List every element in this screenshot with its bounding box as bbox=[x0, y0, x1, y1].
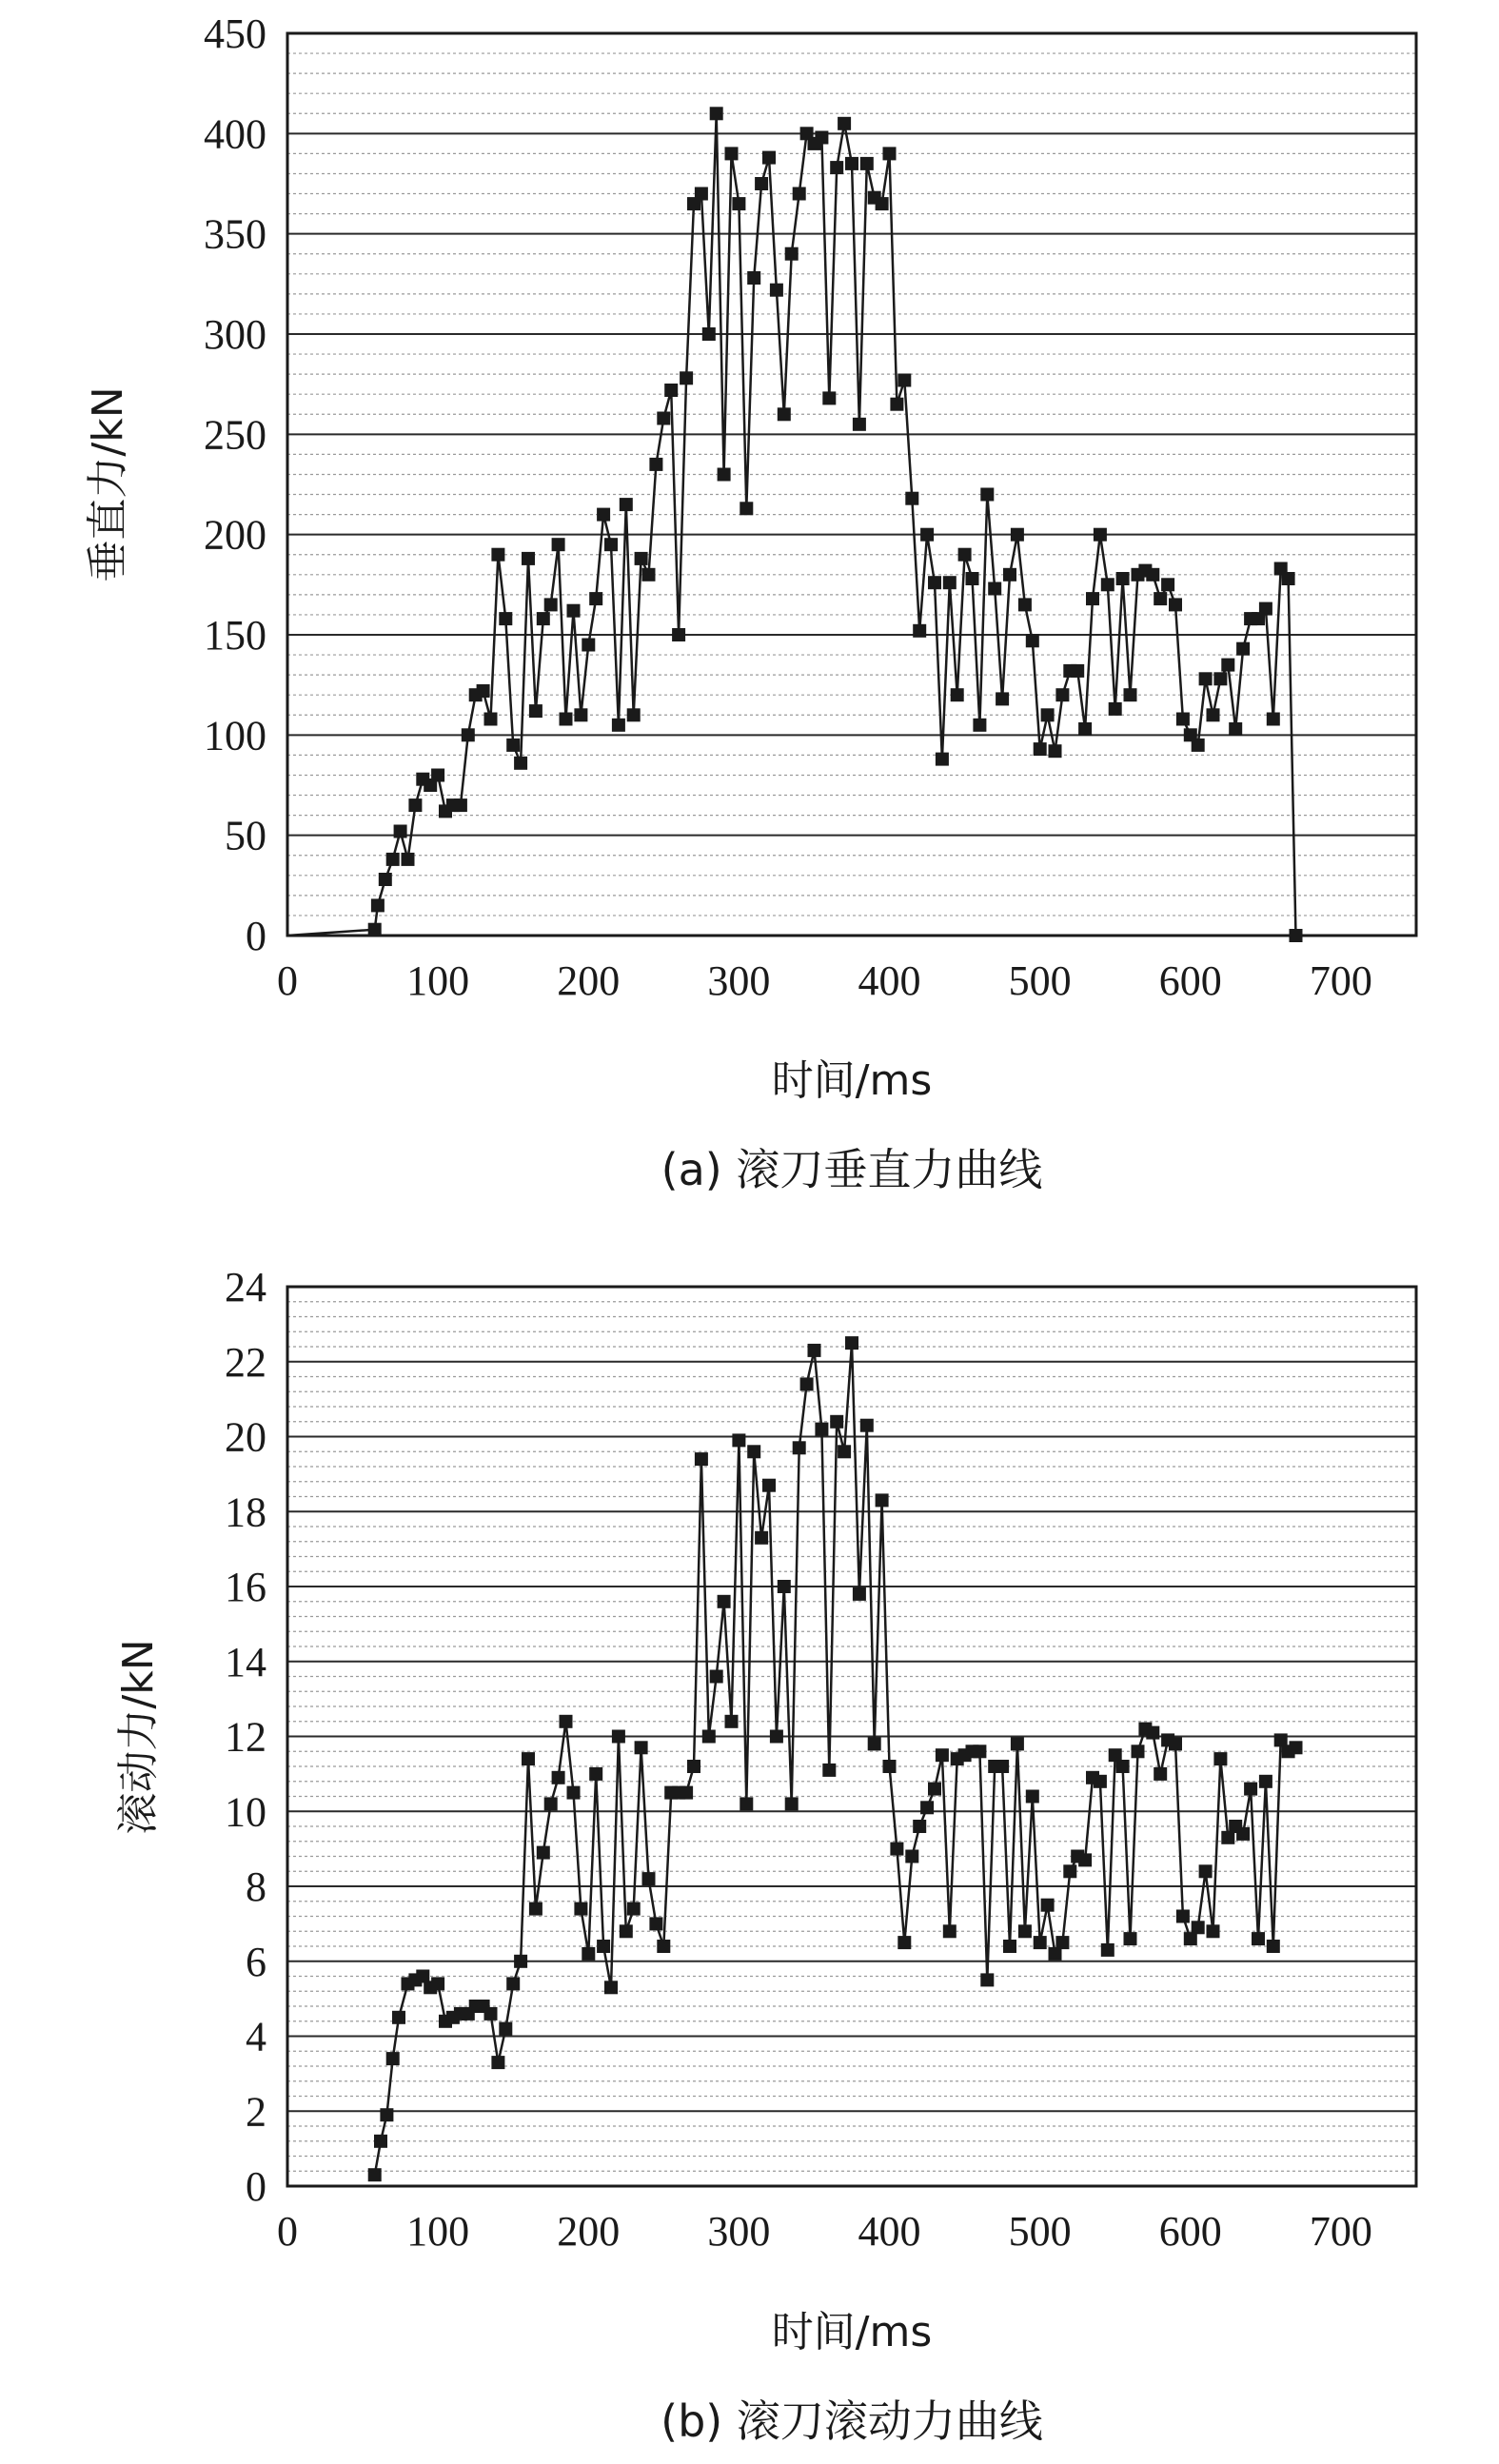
data-point bbox=[710, 1670, 723, 1684]
data-point bbox=[943, 576, 957, 589]
data-point bbox=[725, 1715, 739, 1728]
data-point bbox=[980, 1973, 994, 1986]
data-point bbox=[506, 1977, 520, 1990]
data-point bbox=[1236, 642, 1250, 656]
data-point bbox=[529, 704, 542, 718]
data-point bbox=[1078, 722, 1092, 736]
y-axis-label: 滚动力/kN bbox=[114, 1639, 163, 1835]
data-point bbox=[702, 1730, 716, 1744]
data-point bbox=[627, 708, 641, 721]
data-point bbox=[868, 1737, 881, 1750]
data-point bbox=[815, 1423, 828, 1436]
data-point bbox=[657, 412, 670, 425]
data-point bbox=[491, 548, 504, 562]
y-tick-label: 400 bbox=[204, 110, 266, 158]
data-point bbox=[371, 898, 385, 912]
data-point bbox=[672, 628, 685, 641]
data-point bbox=[747, 271, 760, 285]
y-tick-label: 10 bbox=[225, 1788, 266, 1836]
data-point bbox=[860, 157, 874, 170]
data-point bbox=[612, 1730, 625, 1744]
x-tick-label: 700 bbox=[1309, 957, 1372, 1004]
x-axis-label: 时间/ms bbox=[771, 1056, 933, 1105]
data-point bbox=[897, 374, 911, 387]
data-point bbox=[980, 488, 994, 502]
data-point bbox=[1213, 1752, 1227, 1765]
x-tick-label: 700 bbox=[1309, 2208, 1372, 2255]
data-point bbox=[830, 161, 843, 174]
data-point bbox=[1154, 1767, 1167, 1781]
data-point bbox=[702, 327, 716, 341]
x-tick-labels bbox=[277, 2208, 1372, 2255]
x-tick-label: 100 bbox=[406, 957, 470, 1004]
data-point bbox=[574, 708, 587, 721]
data-point bbox=[386, 2052, 400, 2065]
data-point bbox=[392, 2011, 405, 2024]
data-point bbox=[785, 247, 799, 261]
data-point bbox=[499, 612, 512, 625]
x-tick-label: 500 bbox=[1008, 2208, 1072, 2255]
data-point bbox=[883, 147, 897, 160]
data-point bbox=[732, 1433, 745, 1447]
data-point bbox=[1086, 592, 1099, 605]
data-point bbox=[725, 147, 739, 160]
data-point bbox=[1161, 578, 1174, 591]
data-point bbox=[1259, 1775, 1272, 1788]
data-point bbox=[905, 1850, 918, 1863]
y-tick-label: 250 bbox=[204, 411, 266, 459]
data-point bbox=[589, 592, 602, 605]
data-point bbox=[1011, 528, 1024, 542]
data-point bbox=[778, 407, 791, 421]
data-point bbox=[1207, 708, 1220, 721]
series-rolling-force bbox=[368, 1336, 1303, 2181]
data-point bbox=[529, 1902, 542, 1916]
data-point bbox=[582, 639, 595, 652]
data-point bbox=[394, 825, 407, 838]
data-point bbox=[574, 1902, 587, 1916]
data-point bbox=[612, 719, 625, 732]
data-point bbox=[642, 568, 656, 582]
data-point bbox=[762, 1479, 776, 1492]
x-tick-label: 600 bbox=[1158, 2208, 1222, 2255]
y-tick-label: 22 bbox=[225, 1338, 266, 1386]
data-point bbox=[379, 873, 392, 886]
data-point bbox=[368, 923, 382, 936]
data-point bbox=[845, 157, 858, 170]
data-point bbox=[1026, 634, 1039, 647]
x-axis-label: 时间/ms bbox=[771, 2308, 933, 2356]
y-tick-label: 4 bbox=[246, 2013, 266, 2060]
data-point bbox=[1018, 598, 1032, 611]
data-point bbox=[635, 552, 648, 565]
data-point bbox=[402, 853, 415, 866]
data-point bbox=[649, 458, 662, 471]
data-point bbox=[1078, 1853, 1092, 1866]
data-point bbox=[762, 151, 776, 165]
data-point bbox=[1176, 713, 1190, 726]
data-point bbox=[695, 1452, 708, 1466]
data-point bbox=[560, 713, 573, 726]
y-tick-label: 200 bbox=[204, 511, 266, 559]
data-point bbox=[958, 548, 972, 562]
data-point bbox=[755, 1531, 768, 1545]
data-point bbox=[905, 492, 918, 505]
chart-vertical-force bbox=[84, 10, 1416, 1195]
data-point bbox=[567, 604, 581, 618]
y-tick-label: 450 bbox=[204, 10, 266, 57]
data-point bbox=[838, 117, 851, 130]
data-point bbox=[1192, 739, 1205, 752]
y-tick-label: 24 bbox=[225, 1264, 266, 1311]
data-point bbox=[1282, 572, 1295, 585]
data-point bbox=[582, 1947, 595, 1961]
data-point bbox=[484, 713, 498, 726]
data-point bbox=[808, 1344, 821, 1357]
data-point bbox=[913, 1820, 926, 1833]
data-point bbox=[552, 538, 565, 551]
data-point bbox=[988, 582, 1001, 596]
data-point bbox=[913, 624, 926, 638]
data-point bbox=[544, 598, 558, 611]
data-point bbox=[793, 187, 806, 201]
data-point bbox=[604, 538, 618, 551]
data-point bbox=[544, 1797, 558, 1810]
x-tick-label: 300 bbox=[707, 2208, 771, 2255]
data-point bbox=[853, 418, 866, 431]
data-point bbox=[680, 371, 693, 384]
data-point bbox=[649, 1917, 662, 1930]
data-point bbox=[838, 1445, 851, 1458]
data-point bbox=[1199, 1864, 1213, 1878]
data-point bbox=[1116, 1760, 1130, 1773]
data-point bbox=[657, 1940, 670, 1953]
data-point bbox=[408, 798, 422, 812]
data-point bbox=[695, 187, 708, 201]
data-point bbox=[928, 1783, 941, 1796]
data-point bbox=[597, 1940, 610, 1953]
data-point bbox=[1146, 1726, 1159, 1740]
data-point bbox=[1244, 1783, 1257, 1796]
data-point bbox=[936, 1748, 949, 1762]
y-tick-label: 0 bbox=[246, 913, 266, 959]
series-line bbox=[375, 1343, 1296, 2175]
data-point bbox=[567, 1786, 581, 1800]
y-tick-label: 18 bbox=[225, 1488, 266, 1536]
data-point bbox=[1290, 1741, 1303, 1754]
data-point bbox=[740, 1797, 753, 1810]
data-point bbox=[876, 1493, 889, 1507]
data-point bbox=[755, 177, 768, 190]
data-point bbox=[1011, 1737, 1024, 1750]
x-tick-label: 0 bbox=[277, 2208, 298, 2255]
x-tick-label: 200 bbox=[557, 957, 621, 1004]
data-point bbox=[853, 1587, 866, 1601]
data-point bbox=[635, 1741, 648, 1754]
data-point bbox=[620, 1924, 633, 1938]
data-point bbox=[1055, 688, 1069, 701]
data-point bbox=[718, 468, 731, 482]
y-tick-label: 20 bbox=[225, 1413, 266, 1461]
data-point bbox=[928, 576, 941, 589]
y-tick-label: 16 bbox=[225, 1564, 266, 1610]
data-point bbox=[1003, 1940, 1016, 1953]
data-point bbox=[604, 1981, 618, 1994]
data-point bbox=[815, 131, 828, 145]
y-tick-label: 150 bbox=[204, 612, 266, 659]
data-point bbox=[876, 197, 889, 210]
data-point bbox=[1267, 713, 1280, 726]
data-point bbox=[1124, 1932, 1137, 1945]
grid bbox=[287, 1287, 1416, 2186]
data-point bbox=[1116, 572, 1130, 585]
data-point bbox=[1154, 592, 1167, 605]
data-point bbox=[368, 2168, 382, 2181]
data-point bbox=[770, 1730, 783, 1744]
data-point bbox=[537, 612, 550, 625]
y-tick-labels bbox=[225, 1264, 266, 2210]
data-point bbox=[552, 1771, 565, 1784]
data-point bbox=[845, 1336, 858, 1350]
data-point bbox=[920, 1801, 934, 1814]
data-point bbox=[1018, 1924, 1032, 1938]
y-tick-label: 6 bbox=[246, 1938, 266, 1985]
x-tick-label: 400 bbox=[858, 957, 921, 1004]
data-point bbox=[537, 1846, 550, 1860]
data-point bbox=[462, 728, 475, 741]
y-tick-labels bbox=[204, 10, 266, 959]
data-point bbox=[1229, 722, 1242, 736]
data-point bbox=[1169, 1737, 1182, 1750]
y-axis-label: 垂直力/kN bbox=[84, 386, 132, 582]
data-point bbox=[1207, 1924, 1220, 1938]
x-tick-label: 400 bbox=[858, 2208, 921, 2255]
data-point bbox=[1267, 1940, 1280, 1953]
data-point bbox=[627, 1902, 641, 1916]
x-tick-label: 500 bbox=[1008, 957, 1072, 1004]
data-point bbox=[718, 1595, 731, 1608]
data-point bbox=[860, 1419, 874, 1432]
data-point bbox=[1026, 1790, 1039, 1804]
data-point bbox=[1252, 1932, 1265, 1945]
data-point bbox=[664, 384, 678, 397]
data-point bbox=[1101, 578, 1114, 591]
data-point bbox=[710, 107, 723, 120]
series-vertical-force bbox=[287, 107, 1303, 942]
data-point bbox=[936, 753, 949, 766]
data-point bbox=[687, 1760, 700, 1773]
data-point bbox=[454, 798, 467, 812]
data-point bbox=[920, 528, 934, 542]
y-tick-label: 12 bbox=[225, 1713, 266, 1761]
data-point bbox=[966, 572, 979, 585]
data-point bbox=[589, 1767, 602, 1781]
x-tick-labels bbox=[277, 957, 1372, 1004]
data-point bbox=[1071, 664, 1084, 678]
data-point bbox=[822, 1764, 836, 1777]
x-tick-label: 600 bbox=[1158, 957, 1222, 1004]
data-point bbox=[973, 1745, 986, 1758]
data-point bbox=[1094, 1775, 1107, 1788]
x-tick-label: 100 bbox=[406, 2208, 470, 2255]
data-point bbox=[1132, 1745, 1145, 1758]
data-point bbox=[897, 1936, 911, 1949]
data-point bbox=[1146, 568, 1159, 582]
data-point bbox=[1169, 598, 1182, 611]
data-point bbox=[1199, 672, 1213, 685]
data-point bbox=[499, 2022, 512, 2036]
data-point bbox=[822, 391, 836, 404]
data-point bbox=[830, 1415, 843, 1429]
data-point bbox=[620, 498, 633, 511]
data-point bbox=[770, 284, 783, 297]
y-tick-label: 100 bbox=[204, 712, 266, 759]
data-point bbox=[740, 502, 753, 515]
x-tick-label: 0 bbox=[277, 957, 298, 1004]
data-point bbox=[522, 1752, 535, 1765]
data-point bbox=[386, 853, 400, 866]
data-point bbox=[800, 1377, 814, 1390]
y-tick-label: 0 bbox=[246, 2163, 266, 2210]
data-point bbox=[1259, 602, 1272, 616]
data-point bbox=[642, 1872, 656, 1885]
data-point bbox=[1221, 659, 1234, 672]
series-line bbox=[287, 113, 1296, 936]
data-point bbox=[1055, 1936, 1069, 1949]
data-point bbox=[747, 1445, 760, 1458]
data-point bbox=[514, 757, 527, 770]
data-point bbox=[1034, 1936, 1047, 1949]
caption: (a) 滚刀垂直力曲线 bbox=[661, 1144, 1043, 1195]
data-point bbox=[374, 2135, 387, 2148]
data-point bbox=[1176, 1910, 1190, 1923]
data-point bbox=[1213, 672, 1227, 685]
data-point bbox=[506, 739, 520, 752]
y-tick-label: 300 bbox=[204, 311, 266, 358]
y-tick-label: 14 bbox=[225, 1638, 266, 1685]
y-tick-label: 8 bbox=[246, 1863, 266, 1910]
data-point bbox=[560, 1715, 573, 1728]
caption: (b) 滚刀滚动力曲线 bbox=[661, 2395, 1043, 2447]
y-tick-label: 2 bbox=[246, 2088, 266, 2136]
data-point bbox=[477, 684, 490, 698]
data-point bbox=[1236, 1827, 1250, 1841]
data-point bbox=[597, 508, 610, 522]
data-point bbox=[1003, 568, 1016, 582]
chart-rolling-force bbox=[114, 1264, 1416, 2447]
data-point bbox=[1290, 929, 1303, 942]
data-point bbox=[732, 197, 745, 210]
data-point bbox=[890, 1843, 903, 1856]
data-point bbox=[431, 1977, 444, 1990]
data-point bbox=[1063, 1864, 1076, 1878]
data-point bbox=[522, 552, 535, 565]
data-point bbox=[680, 1786, 693, 1800]
data-point bbox=[890, 398, 903, 411]
data-point bbox=[1124, 688, 1137, 701]
data-point bbox=[1192, 1921, 1205, 1934]
data-point bbox=[1101, 1943, 1114, 1957]
data-point bbox=[431, 769, 444, 782]
data-point bbox=[943, 1924, 957, 1938]
data-point bbox=[996, 692, 1009, 705]
data-point bbox=[996, 1760, 1009, 1773]
y-tick-label: 350 bbox=[204, 210, 266, 258]
data-point bbox=[1041, 1899, 1055, 1912]
data-point bbox=[514, 1955, 527, 1968]
data-point bbox=[1049, 744, 1062, 758]
data-point bbox=[778, 1580, 791, 1593]
data-point bbox=[484, 2007, 498, 2020]
data-point bbox=[1094, 528, 1107, 542]
data-point bbox=[973, 719, 986, 732]
x-tick-label: 300 bbox=[707, 957, 771, 1004]
data-point bbox=[951, 688, 964, 701]
data-point bbox=[883, 1760, 897, 1773]
data-point bbox=[1109, 702, 1122, 716]
data-point bbox=[380, 2108, 393, 2121]
x-tick-label: 200 bbox=[557, 2208, 621, 2255]
data-point bbox=[785, 1797, 799, 1810]
data-point bbox=[491, 2056, 504, 2069]
y-tick-label: 50 bbox=[225, 812, 266, 859]
data-point bbox=[1034, 742, 1047, 756]
data-point bbox=[793, 1441, 806, 1454]
data-point bbox=[1041, 708, 1055, 721]
